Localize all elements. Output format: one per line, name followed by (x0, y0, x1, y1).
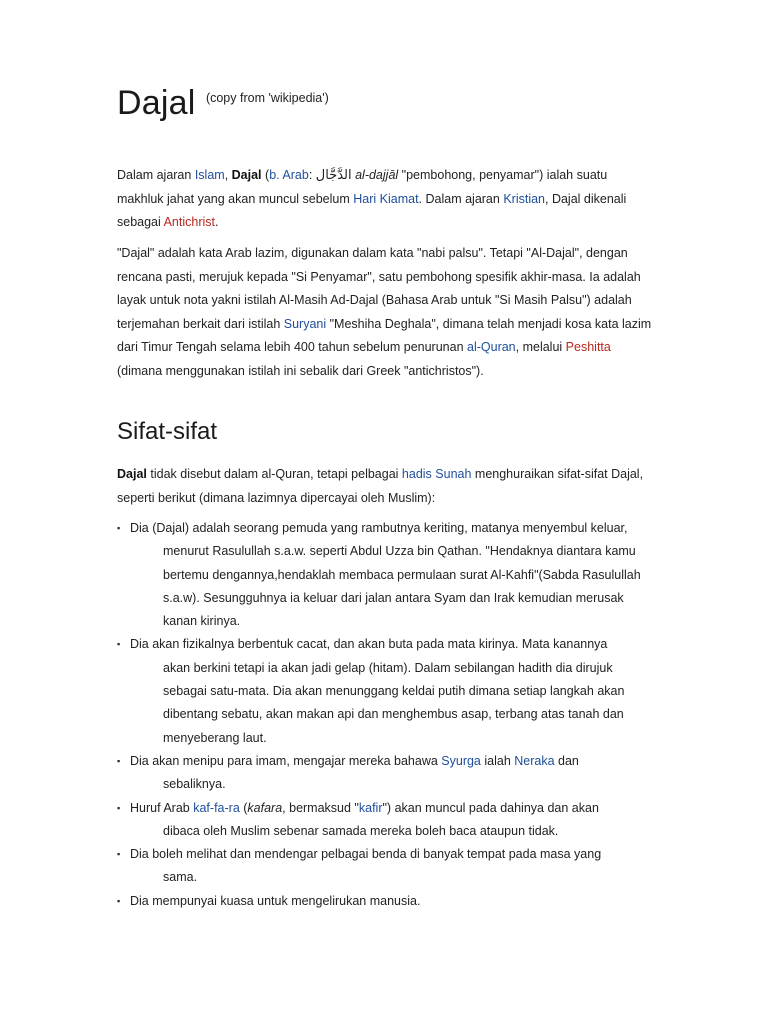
link-al-quran[interactable]: al-Quran (467, 340, 516, 354)
link-syurga[interactable]: Syurga (441, 753, 481, 768)
text-run: , bermaksud " (282, 800, 359, 815)
page-title: Dajal (117, 84, 196, 122)
bullet-icon: ▪ (117, 639, 121, 650)
etymology-paragraph (117, 242, 657, 383)
bullet-icon: ▪ (117, 523, 121, 533)
text-run: ( (261, 168, 270, 182)
list-item (117, 797, 657, 844)
term-dajal: Dajal (117, 467, 147, 481)
link-kristian[interactable]: Kristian (503, 191, 545, 206)
link-bahasa-arab[interactable]: b. Arab (269, 168, 309, 182)
bullet-icon: ▪ (117, 895, 121, 906)
text-run: dan (554, 753, 579, 768)
text-run: ") akan muncul pada dahinya dan akan (382, 800, 599, 815)
title-note: (copy from 'wikipedia') (205, 91, 329, 105)
term-kafara: kafara (247, 800, 283, 815)
list-item-continuation: akan berkini tetapi ia akan jadi gelap (hitam). Dalam sebilangan hadith dia dirujuk sebagai satu-mata. Dia akan menunggang keldai putih dimana setiap langkah akan dibentang sebatu, akan makan api dan menghembus asap, terbang atas tanah dan menyeberang laut. (163, 660, 625, 745)
text-run: Huruf Arab (130, 800, 194, 815)
title-row (117, 84, 329, 123)
text-run: "pembohong, penyamar") ialah suatu makhluk jahat yang akan muncul sebelum (117, 168, 608, 206)
list-item-first-line: Dia boleh melihat dan mendengar pelbagai benda di banyak tempat pada masa yang (130, 847, 602, 862)
link-suryani[interactable]: Suryani (283, 316, 327, 331)
list-item (117, 843, 657, 890)
list-item-first-line: Dia mempunyai kuasa untuk mengelirukan manusia. (130, 893, 421, 908)
text-run: . (214, 215, 219, 229)
bullet-icon: ▪ (117, 849, 121, 860)
section-heading: Sifat-sifat (117, 418, 218, 445)
text-run: menghuraikan sifat-sifat Dajal, seperti berikut (dimana lazimnya dipercayai oleh Muslim): (117, 467, 644, 505)
list-item (117, 633, 657, 749)
bullet-icon: ▪ (117, 802, 121, 813)
list-item-continuation: sebaliknya. (163, 777, 226, 792)
list-item-continuation: menurut Rasulullah s.a.w. seperti Abdul Uzza bin Qathan. "Hendaknya diantara kamu bertemu dengannya,hendaklah membaca permulaan surat Al-Kahfi"(Sabda Rasulullah s.a.w). Sesungguhnya ia keluar dari jalan antara Syam dan Irak kemudian merusak kanan kirinya. (163, 544, 641, 629)
list-item (117, 517, 657, 633)
list-item-first-line (130, 797, 657, 820)
text-run: , (224, 168, 232, 182)
text-run: ( (239, 800, 248, 815)
link-peshitta[interactable]: Peshitta (565, 340, 611, 354)
text-run: : (308, 168, 316, 182)
text-run: Dalam ajaran (117, 168, 195, 182)
text-run: "Meshiha Deghala", dimana telah menjadi kosa kata lazim dari Timur Tengah selama lebih 400 tahun sebelum penurunan (117, 316, 652, 354)
list-item-continuation: dibaca oleh Muslim sebenar samada mereka boleh baca ataupun tidak. (163, 823, 559, 838)
text-run: . Dalam ajaran (418, 191, 504, 206)
link-hadis-sunah[interactable]: hadis Sunah (401, 467, 472, 481)
list-item-first-line (130, 750, 657, 773)
transliteration: al-dajjāl (355, 168, 399, 182)
link-islam[interactable]: Islam (194, 168, 225, 182)
list-item-first-line: Dia akan fizikalnya berbentuk cacat, dan akan buta pada mata kirinya. Mata kanannya (130, 637, 608, 652)
list-item-first-line: Dia (Dajal) adalah seorang pemuda yang rambutnya keriting, matanya menyembul keluar, (130, 521, 628, 535)
link-antichrist[interactable]: Antichrist (163, 215, 215, 229)
link-kafir[interactable]: kafir (358, 800, 383, 815)
text-run: , Dajal dikenali sebagai (117, 191, 627, 229)
text-run: (dimana menggunakan istilah ini sebalik dari Greek "antichristos"). (117, 363, 484, 378)
link-hari-kiamat[interactable]: Hari Kiamat (353, 191, 419, 206)
list-item (117, 750, 657, 797)
list-item-continuation: sama. (163, 870, 198, 885)
text-run: Dia akan menipu para imam, mengajar mereka bahawa (130, 753, 442, 768)
section-intro-paragraph (117, 463, 657, 510)
traits-list (117, 517, 657, 913)
term-dajal: Dajal (231, 168, 262, 182)
text-run: tidak disebut dalam al-Quran, tetapi pelbagai (146, 467, 402, 481)
bullet-icon: ▪ (117, 755, 121, 766)
link-neraka[interactable]: Neraka (514, 753, 555, 768)
link-kaf-fa-ra[interactable]: kaf-fa-ra (193, 800, 240, 815)
intro-paragraph (117, 164, 657, 235)
text-run: ialah (480, 753, 515, 768)
list-item (117, 890, 657, 913)
text-run: , melalui (515, 340, 566, 354)
text-run: "Dajal" adalah kata Arab lazim, digunakan dalam kata "nabi palsu". Tetapi "Al-Dajal", dengan rencana pasti, merujuk kepada "Si Penyamar", satu pembohong spesifik akhir-masa. Ia adalah layak untuk nota yakni istilah Al-Masih Ad-Dajal (Bahasa Arab untuk "Si Masih Palsu") adalah terjemahan berkait dari istilah (117, 246, 641, 331)
arabic-term: الدَّجَّال (315, 168, 352, 183)
